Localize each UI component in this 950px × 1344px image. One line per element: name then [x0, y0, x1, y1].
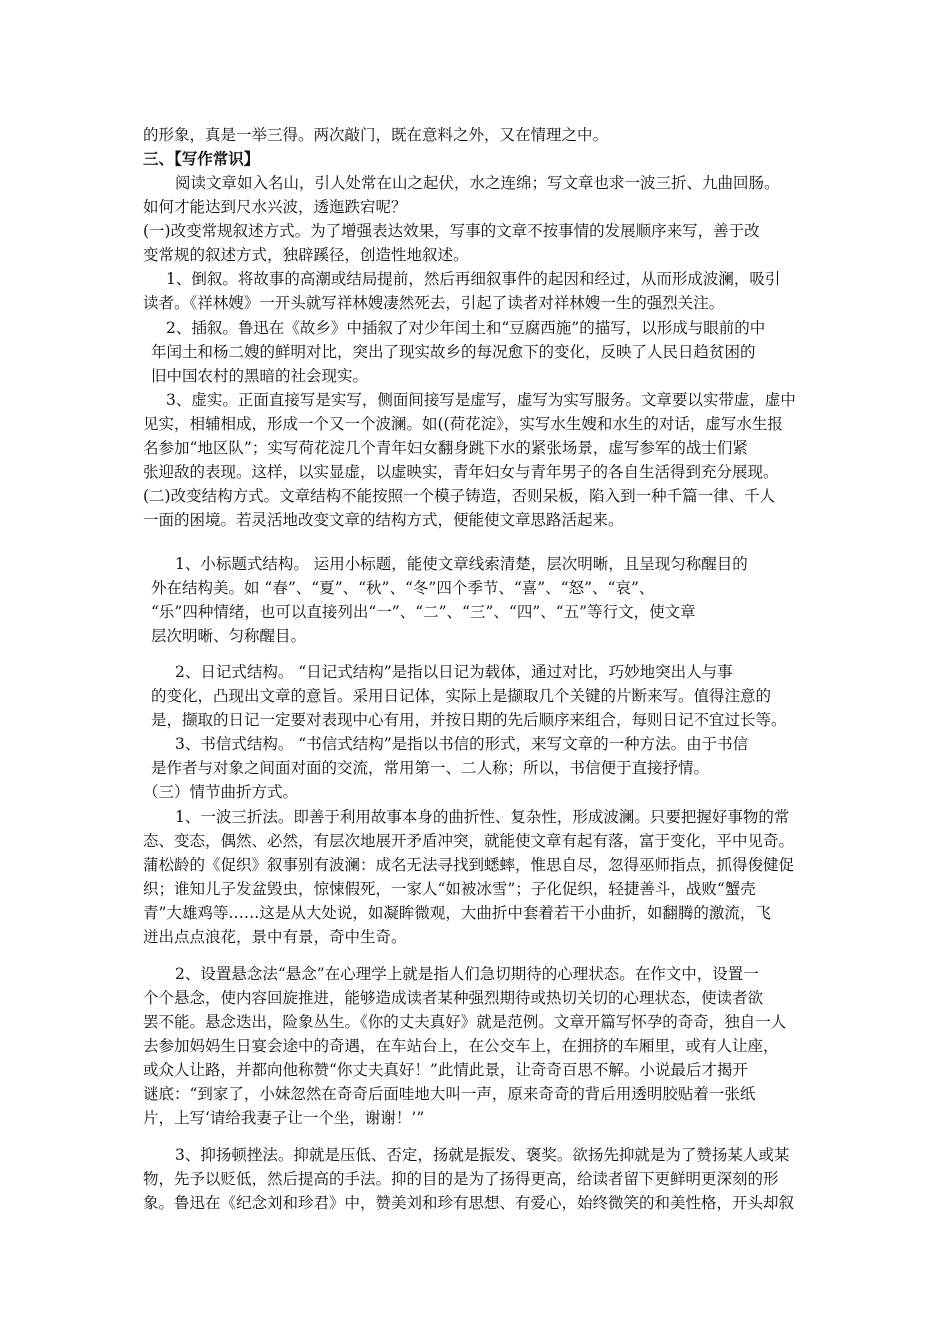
text-line: 是作者与对象之间面对面的交流，常用第一、二人称；所以，书信便于直接抒情。	[151, 759, 710, 777]
text-line: 读者。《祥林嫂》一开头就写祥林嫂凄然死去，引起了读者对祥林嫂一生的强烈关注。	[143, 294, 725, 312]
text-line: 片，上写‘请给我妻子让一个坐，谢谢！’”	[143, 1109, 425, 1127]
text-line: 1、一波三折法。即善于利用故事本身的曲折性、复杂性，形成波澜。只要把握好事物的常	[175, 808, 790, 826]
text-line: 是，撷取的日记一定要对表现中心有用，并按日期的先后顺序来组合，每则日记不宜过长等。	[151, 711, 787, 729]
text-line: 迸出点点浪花，景中有景，奇中生奇。	[143, 928, 407, 946]
text-line: 织；谁知儿子发盆毁虫，惊悚假死，一家人“如被冰雪”；子化促织，轻捷善斗，战败“蟹壳	[143, 880, 756, 898]
text-line: 见实，相辅相成，形成一个又一个波澜。如((荷花淀》，实写水生嫂和水生的对话，虚写水生报	[143, 415, 783, 433]
text-line: 去参加妈妈生日宴会途中的奇遇，在车站台上，在公交车上，在拥挤的车厢里，或有人让座，	[143, 1037, 779, 1055]
text-line: 名参加“地区队”；实写荷花淀几个青年妇女翻身跳下水的紧张场景，虚写参军的战士们紧	[143, 439, 748, 457]
text-line: 蒲松龄的《促织》叙事别有波澜：成名无法寻找到蟋蟀，惟思自尽，忽得巫师指点，抓得俊健促	[143, 856, 795, 874]
subsection-line: (一)改变常规叙述方式。为了增强表达效果，写事的文章不按事情的发展顺序来写，善于改	[143, 222, 760, 240]
text-line: 层次明晰、匀称醒目。	[151, 627, 307, 645]
text-line: 的形象，真是一举三得。两次敲门，既在意料之外，又在情理之中。	[143, 126, 609, 144]
text-line: 3、虚实。正面直接写是实写，侧面间接写是虚写，虚写为实写服务。文章要以实带虚，虚中	[166, 391, 796, 409]
text-line: 张迎敌的表现。这样，以实显虚，以虚映实，青年妇女与青年男子的各自生活得到充分展现。	[143, 463, 779, 481]
text-line: 2、插叙。鲁迅在《故乡》中插叙了对少年闰土和“豆腐西施”的描写，以形成与眼前的中	[166, 319, 766, 337]
section-heading: 三、【写作常识】	[143, 149, 260, 168]
text-line: 青”大雄鸡等……这是从大处说，如凝眸微观，大曲折中套着若干小曲折，如翻腾的激流，飞	[143, 904, 771, 922]
text-line: 变常规的叙述方式，独辟蹊径，创造性地叙述。	[143, 246, 469, 264]
subsection-line: (二)改变结构方式。文章结构不能按照一个模子铸造，否则呆板，陷入到一种千篇一律、千人	[143, 487, 776, 505]
text-line: 一面的困境。若灵活地改变文章的结构方式，便能使文章思路活起来。	[143, 511, 624, 529]
text-line: 或众人让路，并都向他称赞“你丈夫真好！”此情此景，让奇奇百思不解。小说最后才揭开	[143, 1061, 748, 1079]
text-line: 象。鲁迅在《纪念刘和珍君》中，赞美刘和珍有思想、有爱心，始终微笑的和美性格，开头却叙	[143, 1194, 795, 1212]
text-line: 旧中国农村的黑暗的社会现实。	[151, 367, 369, 385]
text-line: 物，先予以贬低，然后提高的手法。抑的目的是为了扬得更高，给读者留下更鲜明更深刻的形	[143, 1170, 779, 1188]
text-line: 谜底：“到家了，小妹忽然在奇奇后面哇地大叫一声，原来奇奇的背后用透明胶贴着一张纸	[143, 1085, 756, 1103]
text-line: 3、书信式结构。 “书信式结构”是指以书信的形式，来写文章的一种方法。由于书信	[175, 735, 749, 753]
text-line: 的变化，凸现出文章的意旨。采用日记体，实际上是撷取几个关键的片断来写。值得注意的	[151, 687, 772, 705]
text-line: 1、倒叙。将故事的高潮或结局提前，然后再细叙事件的起因和经过，从而形成波澜，吸引	[166, 270, 781, 288]
text-line: 罢不能。悬念迭出，险象丛生。《你的丈夫真好》就是范例。文章开篇写怀孕的奇奇，独自一人	[143, 1013, 787, 1031]
text-line: 个个悬念，使内容回旋推进，能够造成读者某种强烈期待或热切关切的心理状态，使读者欲	[143, 989, 764, 1007]
text-line: 态、变态，偶然、必然，有层次地展开矛盾冲突，就能使文章有起有落，富于变化，平中见奇。	[143, 832, 795, 850]
text-line: 1、小标题式结构。 运用小标题，能使文章线索清楚，层次明晰，且呈现匀称醒目的	[175, 555, 748, 573]
text-line: “乐”四种情绪，也可以直接列出“一”、“二”、“三”、“四”、“五”等行文，使文章	[151, 603, 696, 621]
subsection-line: （三）情节曲折方式。	[143, 783, 299, 801]
text-line: 2、设置悬念法“悬念”在心理学上就是指人们急切期待的心理状态。在作文中，设置一	[175, 965, 759, 983]
text-line: 外在结构美。如 “春”、“夏”、“秋”、“冬”四个季节、“喜”、“怒”、“哀”、	[151, 579, 655, 597]
text-line: 3、抑扬顿挫法。抑就是压低、否定，扬就是振发、褒奖。欲扬先抑就是为了赞扬某人或某	[175, 1146, 790, 1164]
text-line: 如何才能达到尺水兴波，透迤跌宕呢？	[143, 198, 407, 216]
text-line: 阅读文章如入名山，引人处常在山之起伏，水之连绵；写文章也求一波三折、九曲回肠。	[175, 174, 780, 192]
text-line: 年闰土和杨二嫂的鲜明对比，突出了现实故乡的每况愈下的变化，反映了人民日趋贫困的	[151, 343, 756, 361]
text-line: 2、日记式结构。 “日记式结构”是指以日记为载体，通过对比，巧妙地突出人与事	[175, 663, 733, 681]
